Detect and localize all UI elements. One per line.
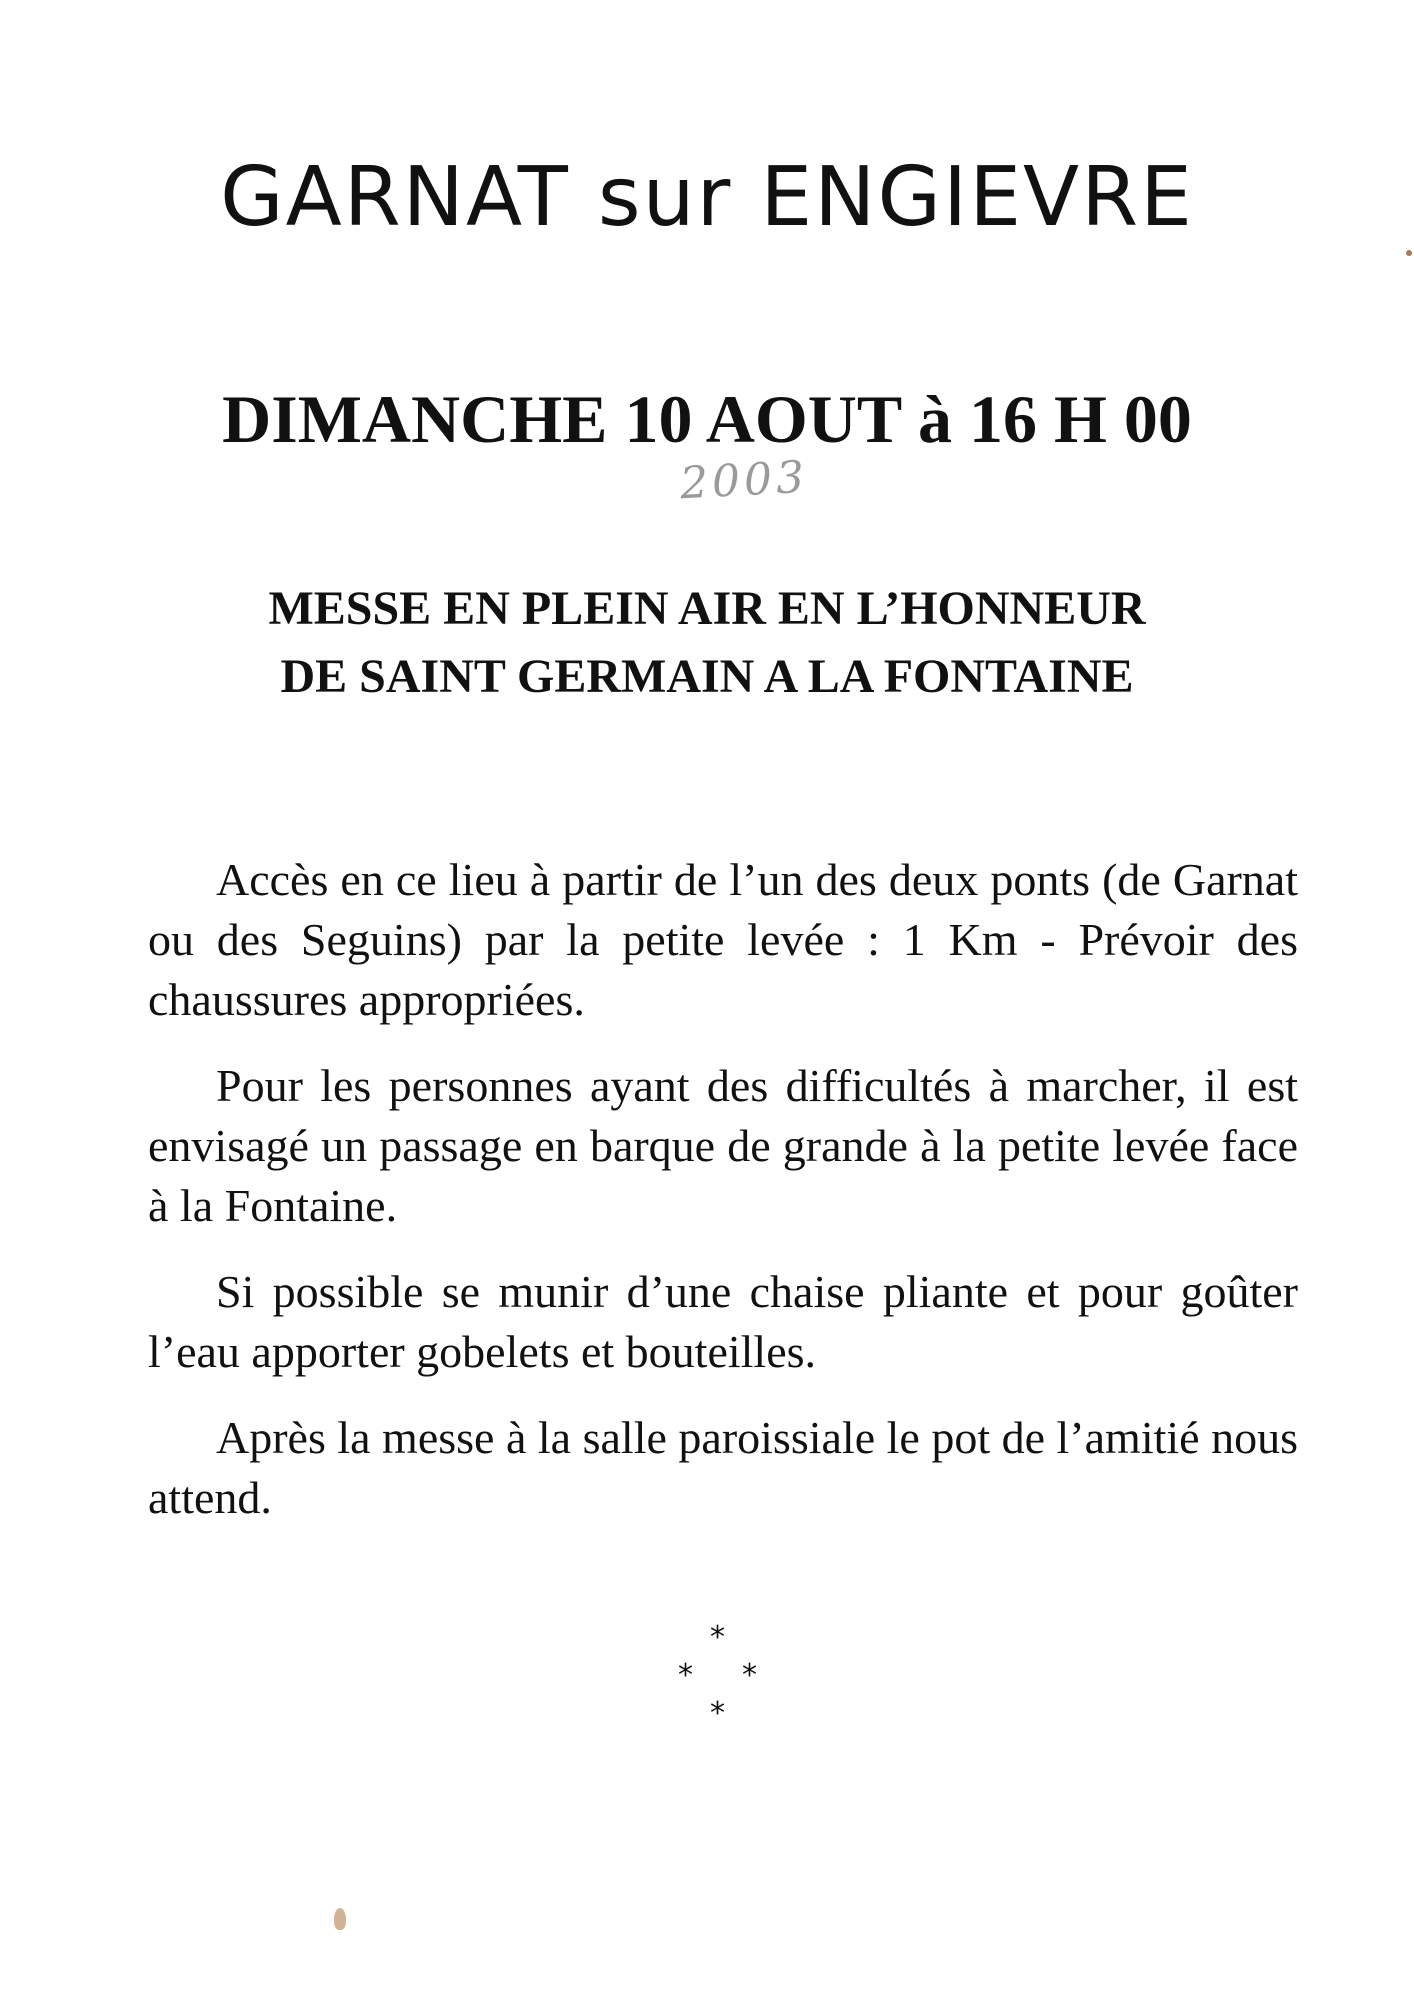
asterisk-icon: * (710, 1620, 725, 1655)
paper-speck (1406, 250, 1412, 256)
event-heading-line-1: MESSE EN PLEIN AIR EN L’HONNEUR (268, 582, 1146, 635)
paragraph-access: Accès en ce lieu à partir de l’un des deux ponts (de Garnat ou des Seguins) par la petite levée : 1 Km - Prévoir des chaussures appropriées. (148, 854, 1298, 1025)
event-heading (0, 575, 1414, 711)
asterisk-icon: * (678, 1658, 693, 1693)
ink-smudge (334, 1908, 346, 1930)
handwritten-year-annotation: 2003 (678, 451, 810, 510)
body-text (148, 850, 1298, 1554)
asterisk-icon: * (742, 1658, 757, 1693)
town-title: GARNAT sur ENGIEVRE (220, 150, 1194, 245)
asterisk-ornament (660, 1620, 780, 1750)
asterisk-icon: * (710, 1696, 725, 1731)
event-date-time: DIMANCHE 10 AOUT à 16 H 00 (222, 381, 1192, 457)
event-heading-line-2: DE SAINT GERMAIN A LA FONTAINE (280, 650, 1134, 703)
paragraph-bring-items: Si possible se munir d’une chaise pliante et pour goûter l’eau apporter gobelets et bouteilles. (148, 1266, 1298, 1377)
paragraph-reception: Après la messe à la salle paroissiale le pot de l’amitié nous attend. (148, 1412, 1298, 1523)
paragraph-boat-passage: Pour les personnes ayant des difficultés à marcher, il est envisagé un passage en barque de grande à la petite levée face à la Fontaine. (148, 1060, 1298, 1231)
